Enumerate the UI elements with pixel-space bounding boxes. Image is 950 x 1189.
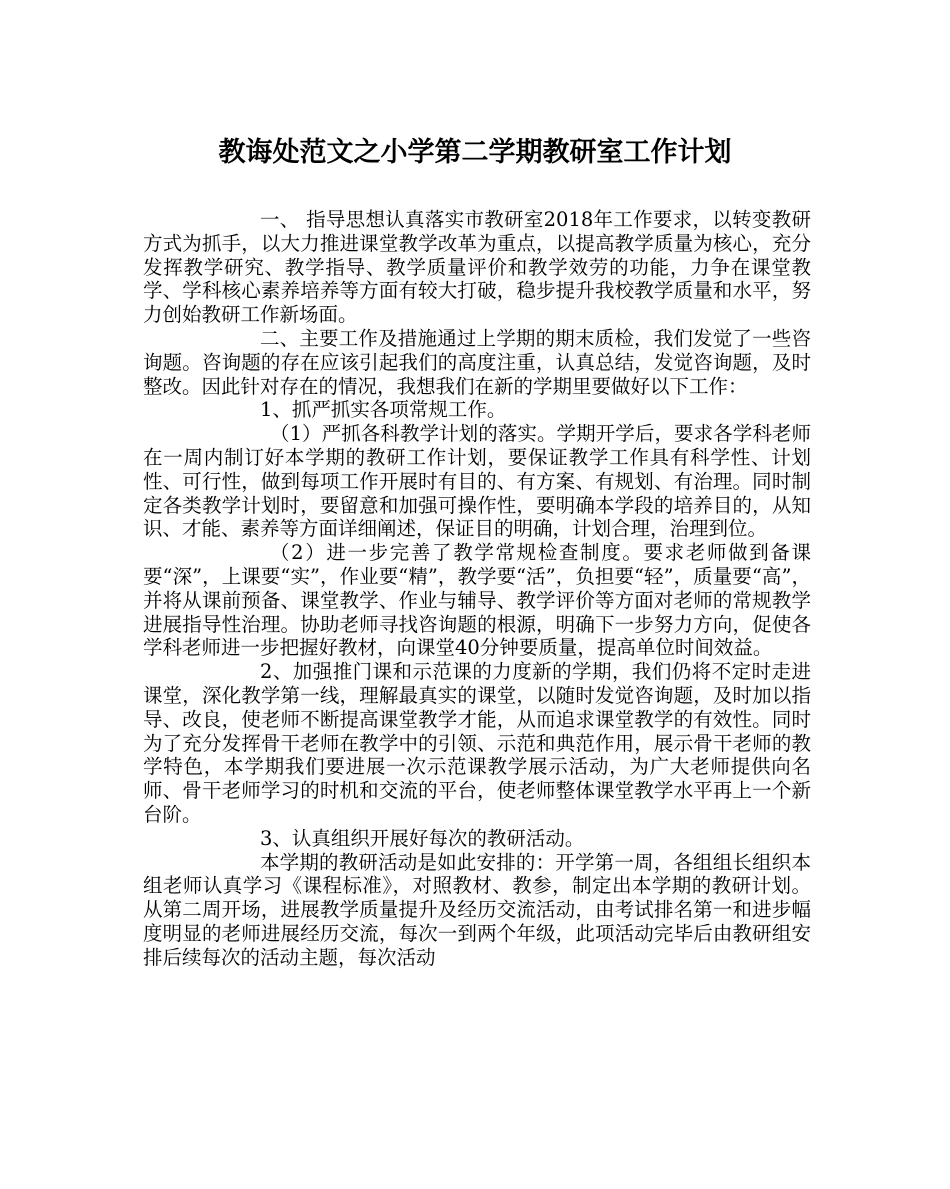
paragraph-routine-inspection: （2）进一步完善了教学常规检查制度。要求老师做到备课要“深”，上课要“实”，作业要“精”，教学要“活”，负担要“轻”，质量要“高”，并将从课前预备、课堂教学、作业与辅导、教学评价等方面对老师的常规教学进展指导性治理。协助老师寻找咨询题的根源，明确下一步努力方向，促使各学科老师进一步把握好教材，向课堂40分钟要质量，提高单位时间效益。: [143, 541, 811, 660]
paragraph-routine-work-heading: 1、抓严抓实各项常规工作。: [260, 398, 507, 422]
paragraph-teaching-plan: （1）严抓各科教学计划的落实。学期开学后，要求各学科老师在一周内制订好本学期的教研工作计划，要保证教学工作具有科学性、计划性、可行性，做到每项工作开展时有目的、有方案、有规划、有治理。同时制定各类教学计划时，要留意和加强可操作性，要明确本学段的培养目的，从知识、才能、素养等方面详细阐述，保证目的明确，计划合理，治理到位。: [143, 422, 811, 541]
paragraph-research-activities: 本学期的教研活动是如此安排的：开学第一周，各组组长组织本组老师认真学习《课程标准》，对照教材、教参，制定出本学期的教研计划。从第二周开场，进展教学质量提升及经历交流活动，由考试排名第一和进步幅度明显的老师进展经历交流，每次一到两个年级，此项活动完毕后由教研组安排后续每次的活动主题，每次活动: [143, 850, 811, 969]
paragraph-main-work: 二、主要工作及措施通过上学期的期末质检，我们发觉了一些咨询题。咨询题的存在应该引起我们的高度注重，认真总结，发觉咨询题，及时整改。因此针对存在的情况，我想我们在新的学期里要做好以下工作：: [143, 326, 811, 398]
document-title: 教诲处范文之小学第二学期教研室工作计划: [218, 137, 732, 168]
paragraph-research-activities-heading: 3、认真组织开展好每次的教研活动。: [260, 826, 585, 850]
document-body: [143, 208, 811, 970]
paragraph-guiding-thought: 一、 指导思想认真落实市教研室2018年工作要求，以转变教研方式为抓手，以大力推进课堂教学改革为重点，以提高教学质量为核心，充分发挥教学研究、教学指导、教学质量评价和教学效劳的功能，力争在课堂教学、学科核心素养培养等方面有较大打破，稳步提升我校教学质量和水平，努力创始教研工作新场面。: [143, 208, 811, 327]
paragraph-demo-lessons: 2、加强推门课和示范课的力度新的学期，我们仍将不定时走进课堂，深化教学第一线，理解最真实的课堂，以随时发觉咨询题，及时加以指导、改良，使老师不断提高课堂教学才能，从而追求课堂教学的有效性。同时为了充分发挥骨干老师在教学中的引领、示范和典范作用，展示骨干老师的教学特色，本学期我们要进展一次示范课教学展示活动，为广大老师提供向名师、骨干老师学习的时机和交流的平台，使老师整体课堂教学水平再上一个新台阶。: [143, 660, 811, 826]
